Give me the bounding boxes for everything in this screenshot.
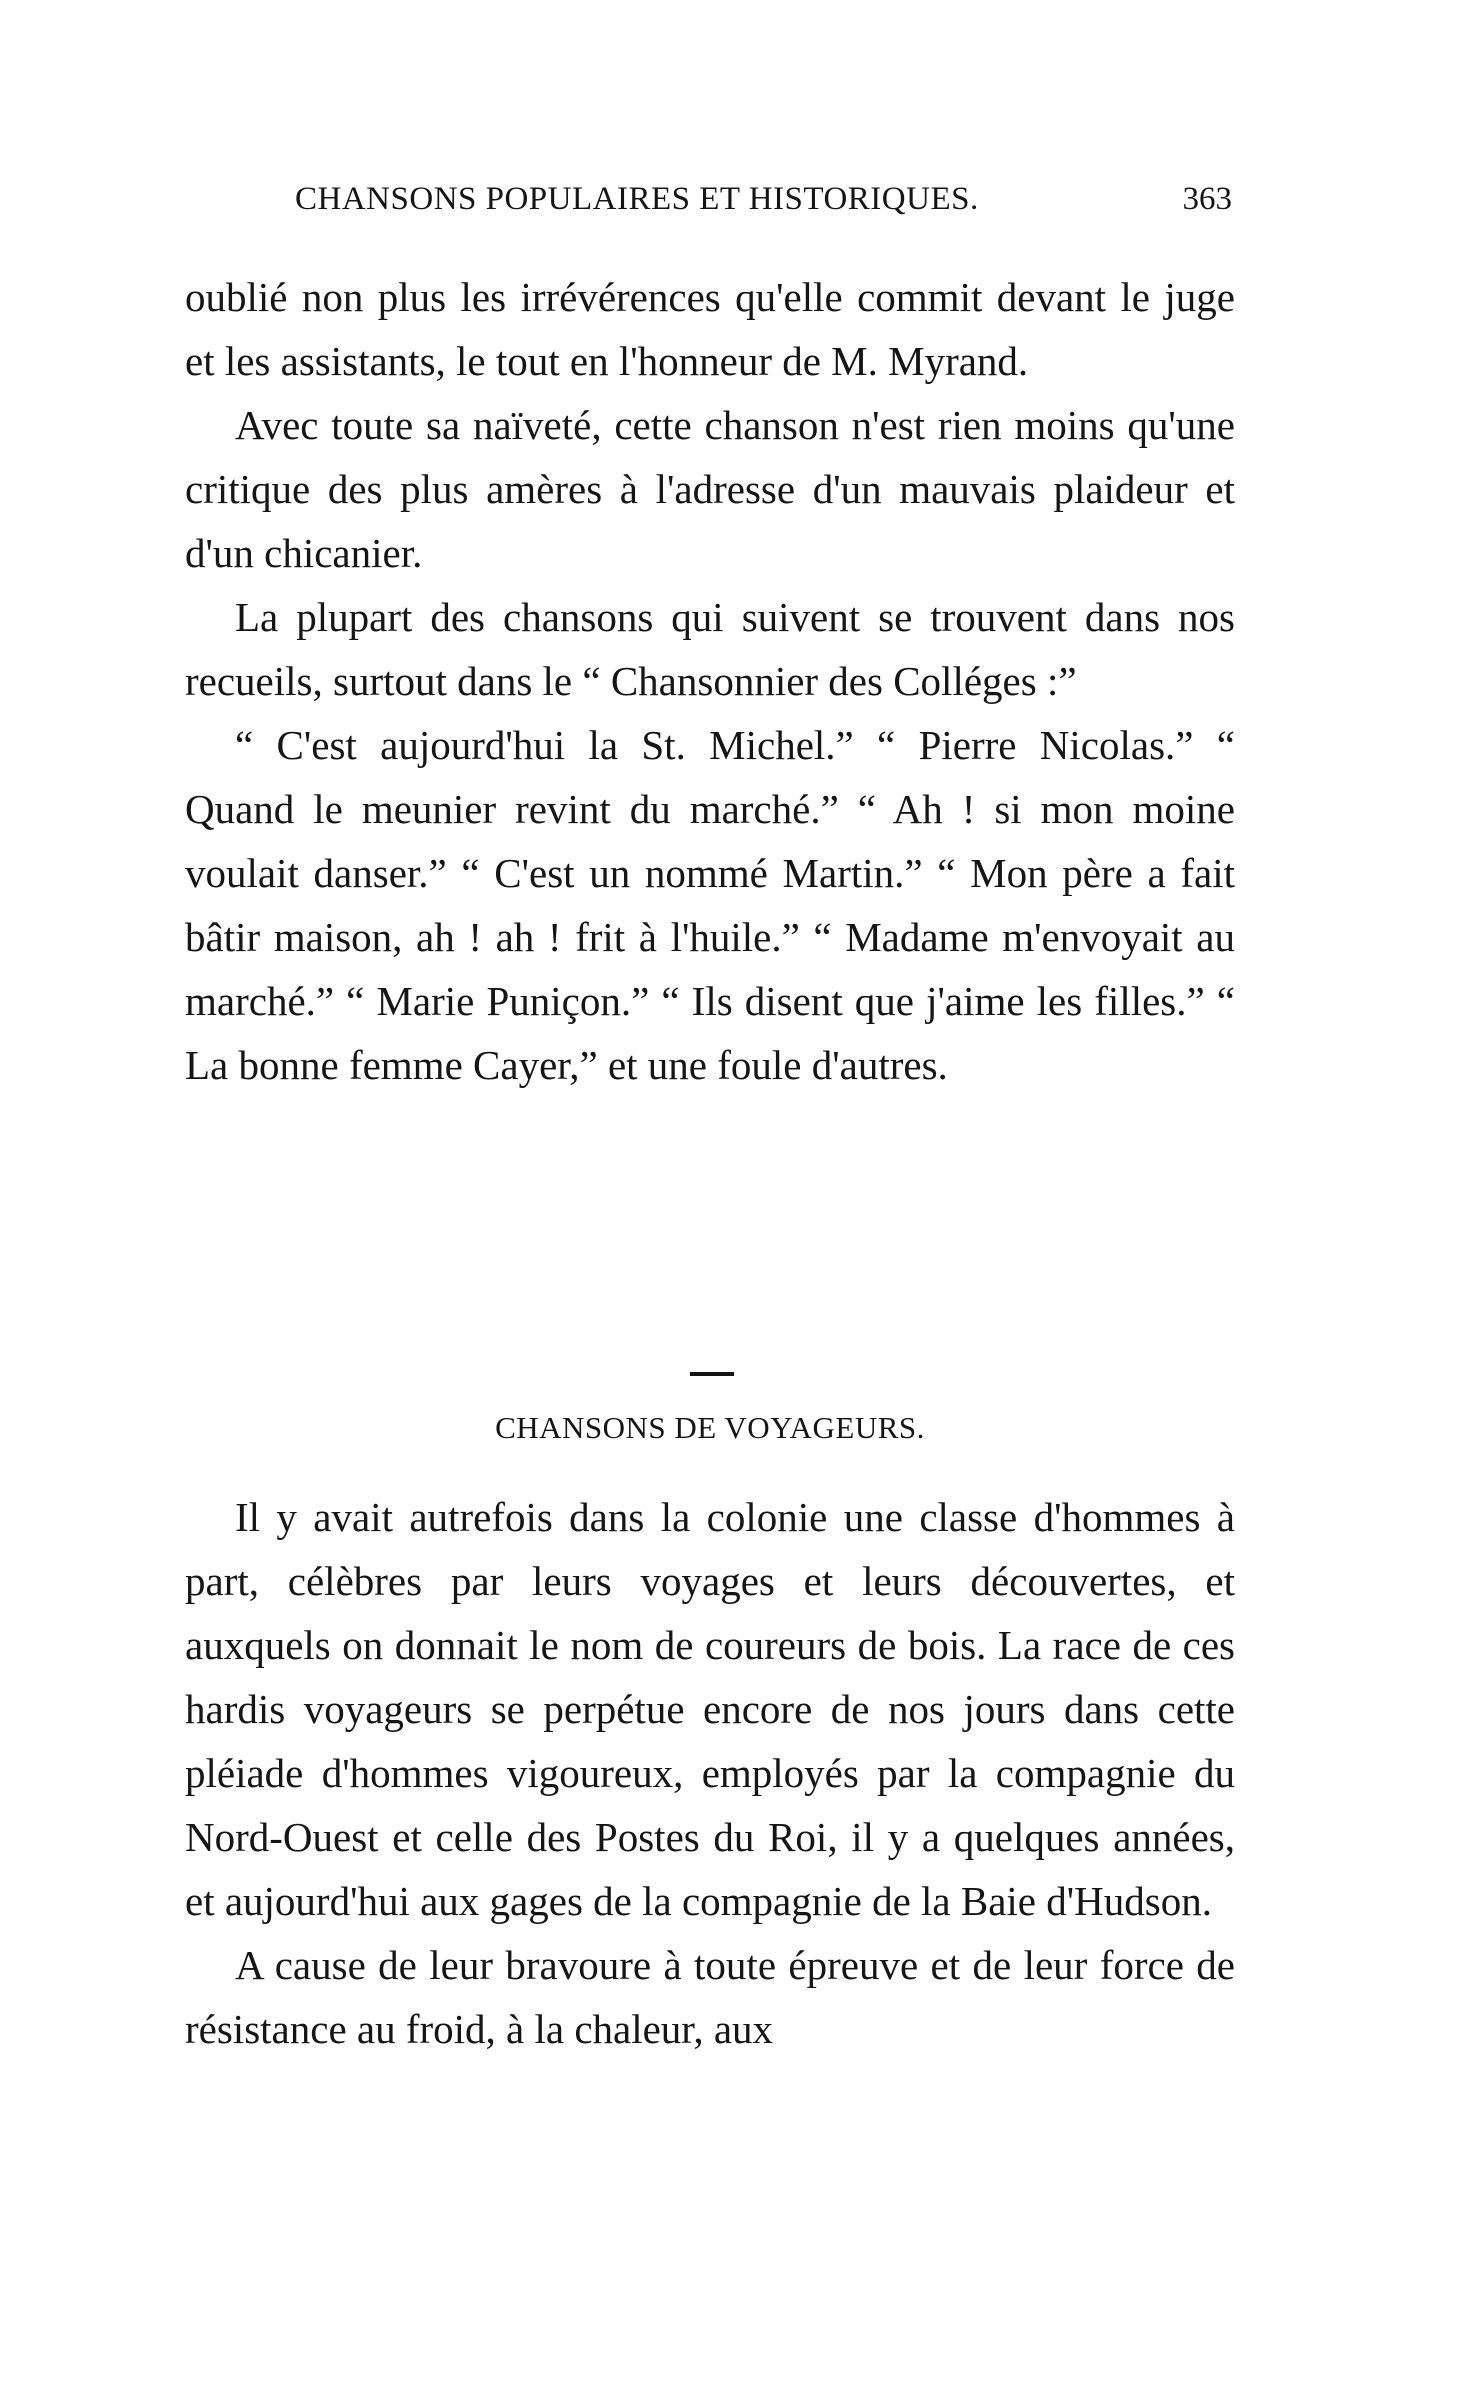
section-heading: CHANSONS DE VOYAGEURS. <box>495 1410 925 1445</box>
paragraph: La plupart des chansons qui suivent se trouvent dans nos recueils, surtout dans le “ Chansonnier des Colléges :” <box>185 594 1235 704</box>
paragraph: Avec toute sa naïveté, cette chanson n'est rien moins qu'une critique des plus amères à l'adresse d'un mauvais plaideur et d'un chicanier. <box>185 402 1235 576</box>
text-block-after-section <box>185 1485 1235 2061</box>
paragraph-song-list: “ C'est aujourd'hui la St. Michel.” “ Pierre Nicolas.” “ Quand le meunier revint du marché.” “ Ah ! si mon moine voulait danser.” “ C'est un nommé Martin.” “ Mon père a fait bâtir maison, ah ! ah ! frit à l'huile.” “ Madame m'envoyait au marché.” “ Marie Puniçon.” “ Ils disent que j'aime les filles.” “ La bonne femme Cayer,” et une foule d'autres. <box>185 722 1235 1088</box>
page-header <box>185 175 1232 235</box>
running-head: CHANSONS POPULAIRES ET HISTORIQUES. <box>295 181 979 217</box>
page-number: 363 <box>1182 181 1232 217</box>
paragraph-continuation: oublié non plus les irrévérences qu'elle commit devant le juge et les assistants, le tout en l'honneur de M. Myrand. <box>185 274 1235 384</box>
paragraph: A cause de leur bravoure à toute épreuve et de leur force de résistance au froid, à la chaleur, aux <box>185 1942 1235 2052</box>
section-divider <box>690 1372 734 1376</box>
text-block-before-section <box>185 265 1235 1097</box>
paragraph: Il y avait autrefois dans la colonie une classe d'hommes à part, célèbres par leurs voyages et leurs découvertes, et auxquels on donnait le nom de coureurs de bois. La race de ces hardis voyageurs se perpétue encore de nos jours dans cette pléiade d'hommes vigoureux, employés par la compagnie du Nord-Ouest et celle des Postes du Roi, il y a quelques années, et aujourd'hui aux gages de la compagnie de la Baie d'Hudson. <box>185 1494 1235 1924</box>
